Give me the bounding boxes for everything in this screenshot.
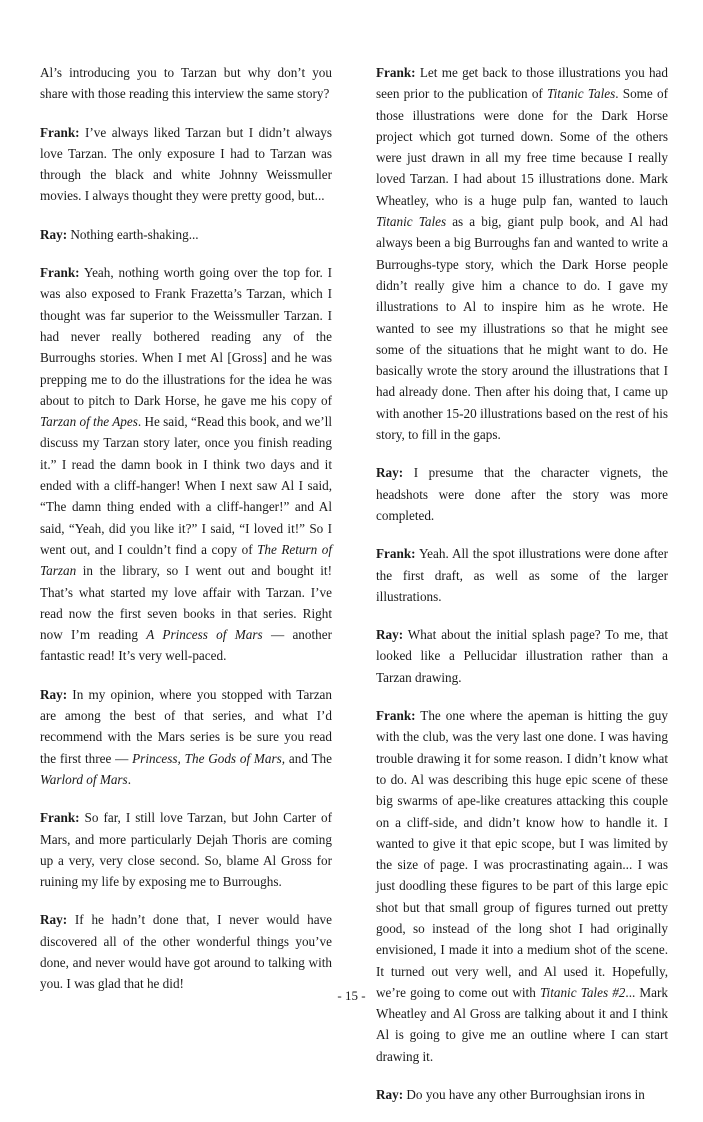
paragraph-text: The one where the apeman is hitting the guy with the club, was the very last one done. I was having trouble drawing it for some reason. I didn’t know what to do. Al was describing this huge epic scene of these big swarms of ape-like creatures attacking this couple on a cliff-side, and didn’t know how to handle it. I wanted to give it that epic scope, but I was limited by the size of page. I was procrastinating again... I was just doodling these figures to be part of this large epic shot but that small group of figures turned out pretty good, so instead of the long shot I had originally envisioned, I made it into a medium shot of the scene. It turned out very well, and Al used it. Hopefully, we’re going to come out with bbox=[376, 708, 668, 1000]
interview-paragraph bbox=[376, 543, 668, 607]
italic-title: Tarzan of the Apes bbox=[40, 414, 138, 430]
italic-title: Titanic Tales bbox=[547, 86, 616, 102]
paragraph-text: What about the initial splash page? To me, that looked like a Pellucidar illustration rather than a Tarzan drawing. bbox=[376, 627, 668, 685]
paragraph-text: Let me get back to those illustrations you had seen prior to the publication of bbox=[376, 65, 668, 102]
paragraph-text: in the library, so I went out and bought it! That’s what started my love affair with Tarzan. I’ve read now the first seven books in that series. Right now I’m reading bbox=[40, 563, 332, 643]
paragraph-text: In my opinion, where you stopped with Tarzan are among the best of that series, and what I’d recommend with the Mars series is be sure you read the first three — bbox=[40, 686, 332, 766]
speaker-label: Ray: bbox=[40, 912, 68, 928]
italic-title: A Princess of Mars bbox=[146, 627, 263, 643]
speaker-label: Frank: bbox=[376, 708, 416, 724]
page-number: - 15 - bbox=[337, 988, 366, 1003]
right-column bbox=[376, 62, 668, 1122]
interview-paragraph bbox=[40, 909, 332, 994]
interview-paragraph bbox=[40, 122, 332, 207]
speaker-label: Ray: bbox=[376, 1087, 404, 1103]
paragraph-text: as a big, giant pulp book, and Al had always been a big Burroughs fan and wanted to write a Burroughs-type story, which the Dark Horse people didn’t really give him a chance to do. I gave my illustrations to Al to inspire him as he wrote. He wanted to see my illustrations so that he might see some of the situations that he might want to do. He basically wrote the story around the illustrations that I had already done. Then after his doing that, I came up with another 15-20 illustrations based on the rest of his story, to fill in the gaps. bbox=[376, 214, 668, 443]
interview-paragraph bbox=[376, 1084, 668, 1105]
interview-paragraph bbox=[40, 62, 332, 105]
speaker-label: Ray: bbox=[376, 627, 404, 643]
paragraph-text: I’ve always liked Tarzan but I didn’t always love Tarzan. The only exposure I had to Tarzan was through the black and white Johnny Weissmuller movies. I always thought they were pretty good, but... bbox=[40, 124, 332, 204]
paragraph-text: . Some of those illustrations were done for the Dark Horse project which got turned down. Some of the others were just drawn in all my free time because I really loved Tarzan. I had about 15 illustrations done. Mark Wheatley, who is a huge pulp fan, wanted to lauch bbox=[376, 86, 668, 208]
paragraph-text: Nothing earth-shaking... bbox=[67, 226, 199, 242]
interview-paragraph bbox=[376, 705, 668, 1067]
paragraph-text: If he hadn’t done that, I never would have discovered all of the other wonderful things you’ve done, and never would have got around to talking with you. I was glad that he did! bbox=[40, 912, 332, 992]
italic-title: Titanic Tales bbox=[376, 214, 447, 230]
italic-title: Titanic Tales #2 bbox=[539, 984, 626, 1000]
paragraph-text: — another fantastic read! It’s very well-paced. bbox=[40, 627, 332, 664]
paragraph-text: and The bbox=[285, 750, 332, 766]
speaker-label: Frank: bbox=[376, 546, 416, 562]
speaker-label: Ray: bbox=[40, 226, 68, 242]
speaker-label: Frank: bbox=[40, 810, 80, 826]
paragraph-text: . He said, “Read this book, and we’ll discuss my Tarzan story later, once you finish reading it.” I read the damn book in I think two days and it ended with a cliff-hanger! When I next saw Al I said, “The damn thing ended with a cliff-hanger!” and Al said, “Yeah, did you like it?” I said, “I loved it!” So I went out, and I couldn’t find a copy of bbox=[40, 414, 332, 557]
interview-paragraph bbox=[376, 62, 668, 445]
paragraph-text: Do you have any other Burroughsian irons in bbox=[403, 1087, 645, 1103]
interview-paragraph bbox=[376, 624, 668, 688]
italic-title: Warlord of Mars bbox=[40, 771, 128, 787]
paragraph-text: Al’s introducing you to Tarzan but why don’t you share with those reading this interview the same story? bbox=[40, 65, 332, 102]
interview-paragraph bbox=[40, 262, 332, 667]
interview-paragraph bbox=[376, 462, 668, 526]
interview-paragraph bbox=[40, 224, 332, 245]
paragraph-text: So far, I still love Tarzan, but John Carter of Mars, and more particularly Dejah Thoris are coming up a very, very close second. So, blame Al Gross for ruining my life by exposing me to Burroughs. bbox=[40, 810, 332, 890]
speaker-label: Frank: bbox=[40, 265, 80, 281]
paragraph-text: . bbox=[127, 771, 131, 787]
paragraph-text: Yeah. All the spot illustrations were done after the first draft, as well as some of the larger illustrations. bbox=[376, 546, 668, 604]
italic-title: The Return of Tarzan bbox=[40, 541, 332, 579]
paragraph-text: I presume that the character vignets, the headshots were done after the story was more completed. bbox=[376, 465, 668, 523]
speaker-label: Ray: bbox=[376, 465, 404, 481]
paragraph-text: Yeah, nothing worth going over the top for. I was also exposed to Frank Frazetta’s Tarzan, which I thought was far superior to the Weissmuller Tarzan. I had never really bothered reading any of the Burroughs stories. When I met Al [Gross] and he was prepping me to do the illustrations for the idea he was about to pitch to Dark Horse, he gave me his copy of bbox=[40, 265, 332, 408]
italic-title: Princess, The Gods of Mars, bbox=[132, 750, 286, 766]
paragraph-text: ... Mark Wheatley and Al Gross are talking about it and I think Al is going to give me an outline where I can start drawing it. bbox=[376, 984, 668, 1064]
left-column bbox=[40, 62, 332, 1012]
speaker-label: Frank: bbox=[40, 124, 80, 140]
speaker-label: Frank: bbox=[376, 65, 416, 80]
interview-paragraph bbox=[40, 807, 332, 892]
interview-paragraph bbox=[40, 684, 332, 790]
speaker-label: Ray: bbox=[40, 686, 68, 702]
